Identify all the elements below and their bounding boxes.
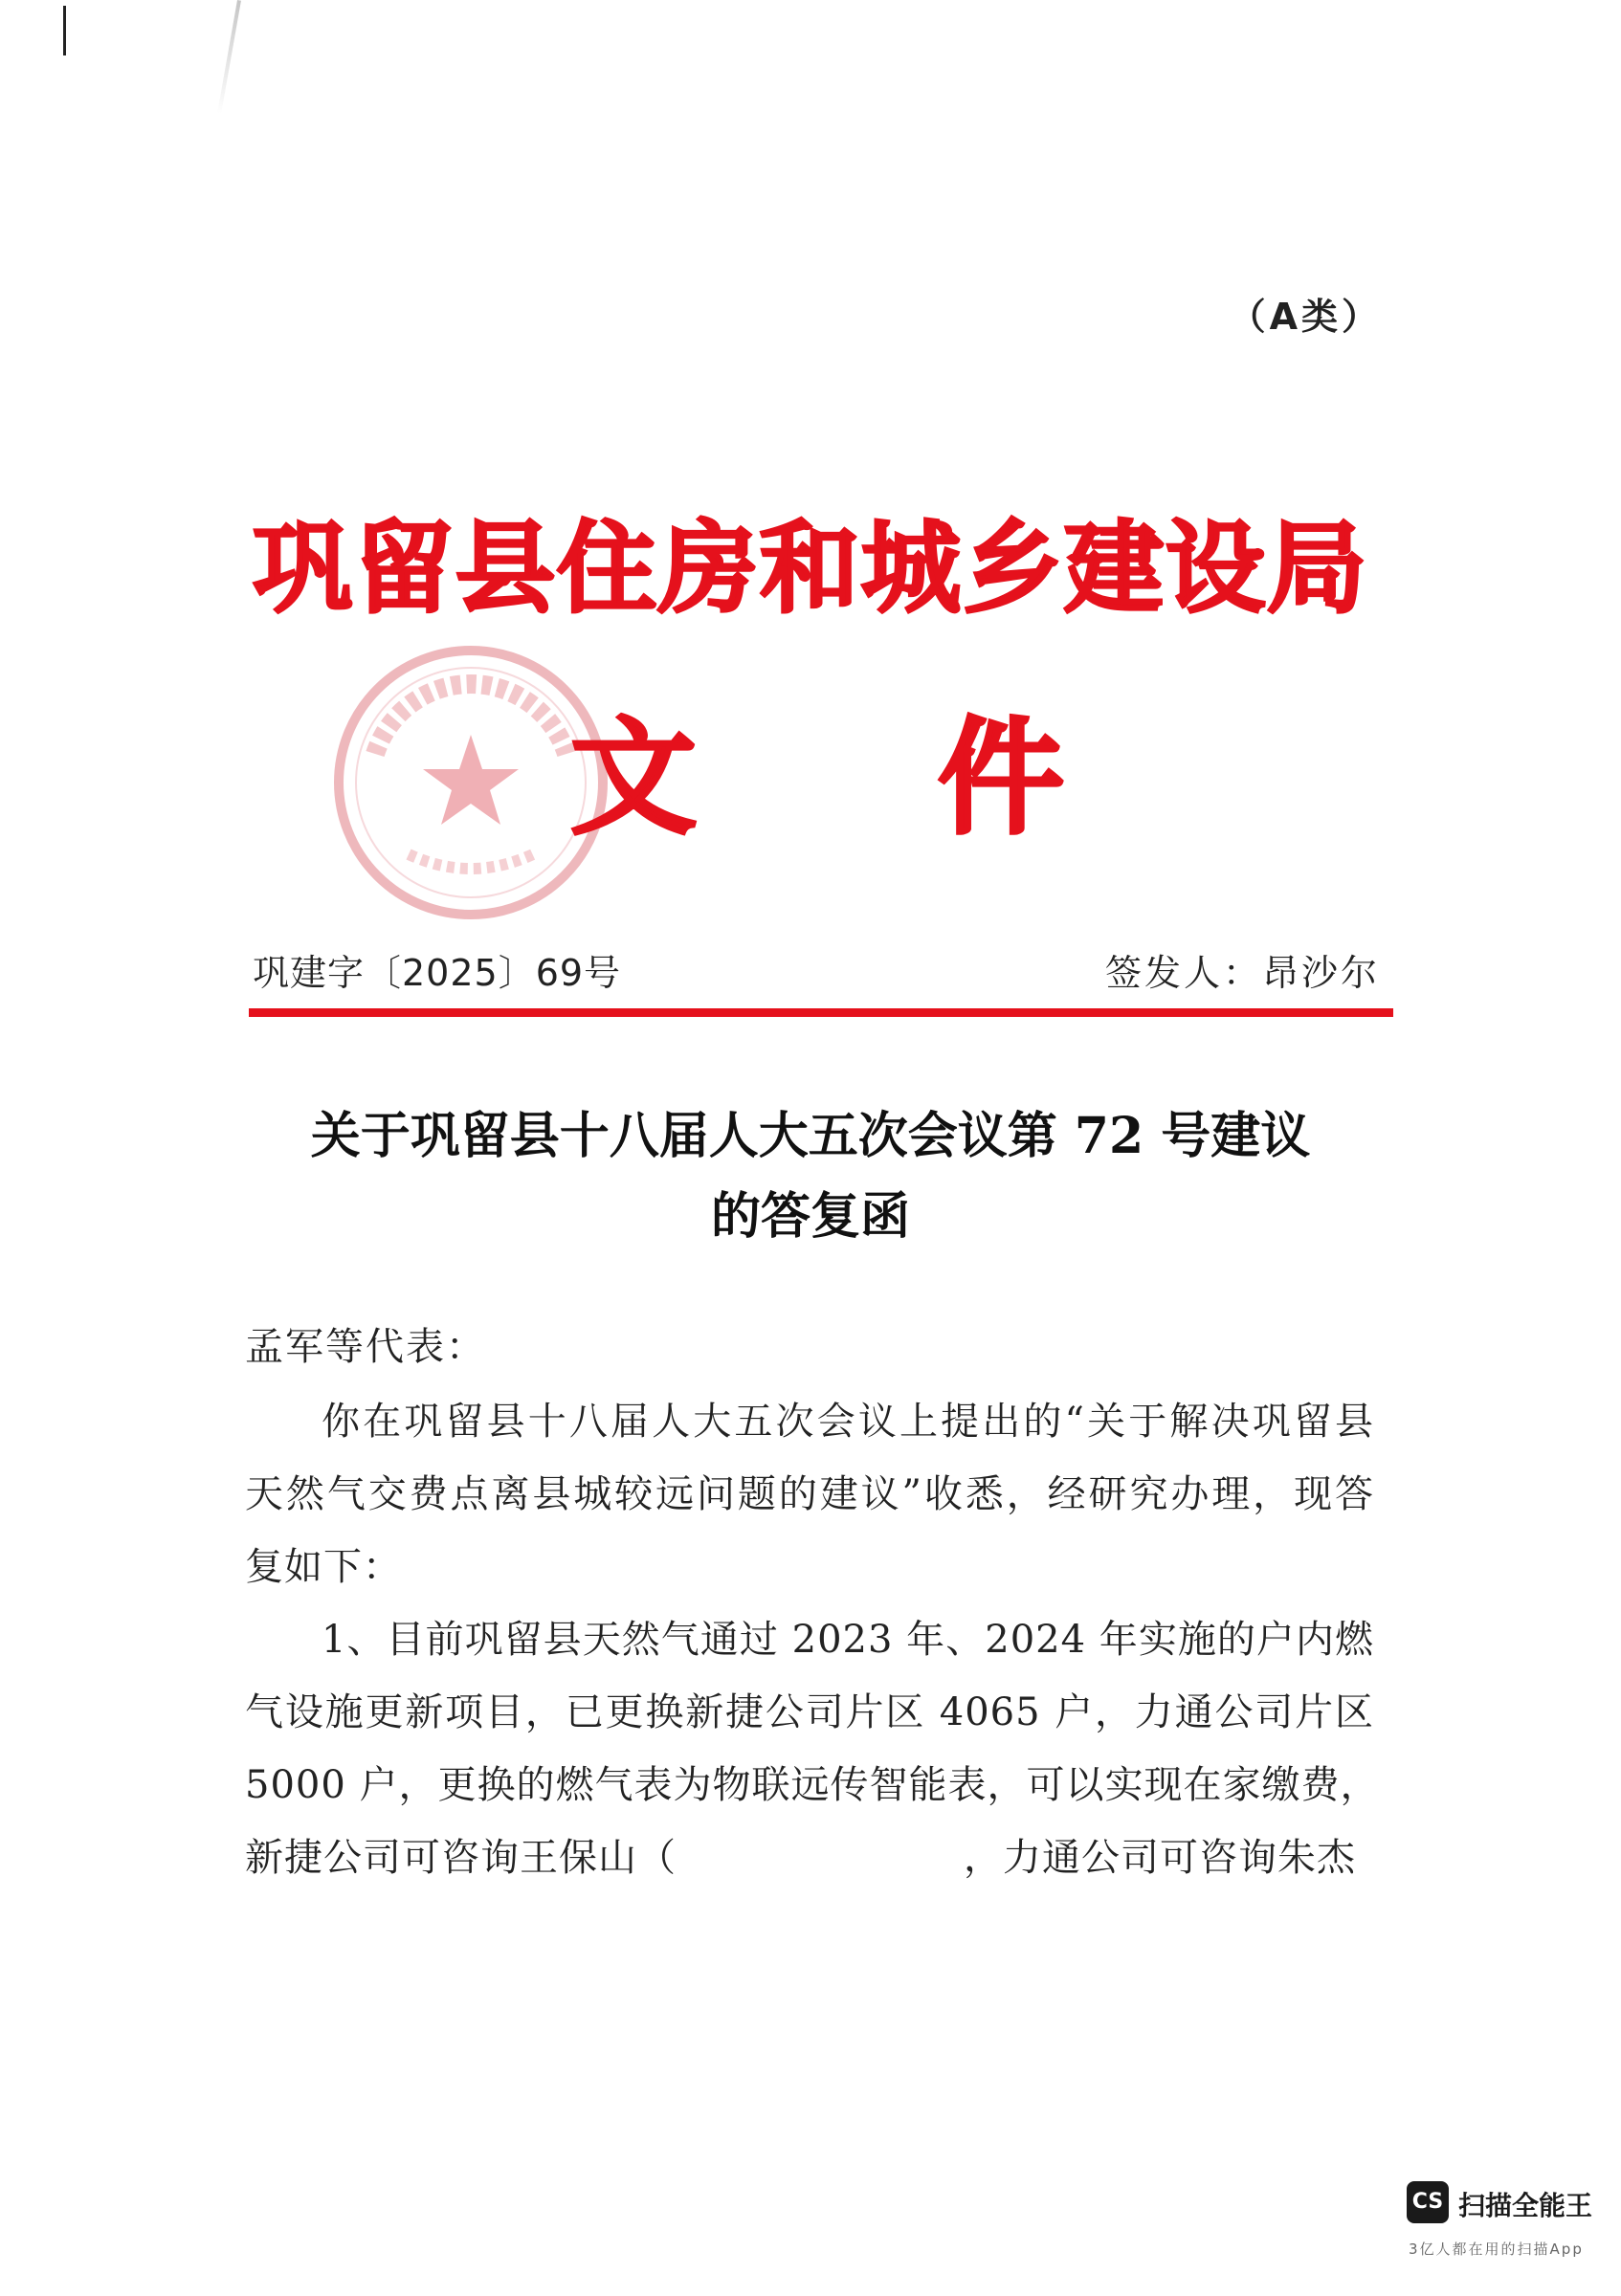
doc-type-char-wen: 文	[570, 704, 697, 852]
signer: 签发人：昂沙尔	[1104, 952, 1380, 994]
document-title	[0, 1096, 1621, 1257]
body-text-segment: ，力通公司可咨询朱杰	[964, 1836, 1356, 1880]
watermark-tagline: 3亿人都在用的扫描App	[1409, 2241, 1584, 2258]
classification-label: （A类）	[1229, 296, 1382, 338]
document-number: 巩建字〔2025〕69号	[253, 952, 622, 994]
body-line: 气设施更新项目，已更换新捷公司片区 4065 户，力通公司片区	[245, 1690, 1374, 1734]
body-text-segment: 新捷公司可咨询王保山（	[245, 1836, 677, 1880]
redacted-phone	[677, 1869, 964, 1870]
title-line-2: 的答复函	[710, 1187, 910, 1246]
body-line: 5000 户，更换的燃气表为物联远传智能表，可以实现在家缴费，	[245, 1763, 1380, 1807]
body-line: 你在巩留县十八届人大五次会议上提出的“关于解决巩留县	[322, 1400, 1374, 1444]
scan-edge-mark	[63, 6, 66, 55]
watermark-app-name: 扫描全能王	[1458, 2190, 1593, 2221]
title-line-1: 关于巩留县十八届人大五次会议第 72 号建议	[310, 1107, 1311, 1165]
salutation: 孟军等代表：	[245, 1325, 486, 1369]
issuer-header: 巩留县住房和城乡建设局	[252, 509, 1368, 627]
body-line	[245, 1827, 1374, 1882]
body-line: 天然气交费点离县城较远问题的建议”收悉，经研究办理，现答	[245, 1472, 1374, 1516]
scanner-watermark	[1407, 2181, 1608, 2286]
doc-type-char-jian: 件	[938, 704, 1064, 852]
body-line: 1、目前巩留县天然气通过 2023 年、2024 年实施的户内燃	[322, 1618, 1374, 1662]
body-line: 复如下：	[245, 1545, 402, 1589]
paper-crease	[217, 0, 241, 114]
camscanner-logo-icon: CS	[1407, 2181, 1449, 2223]
red-divider	[249, 1008, 1393, 1017]
